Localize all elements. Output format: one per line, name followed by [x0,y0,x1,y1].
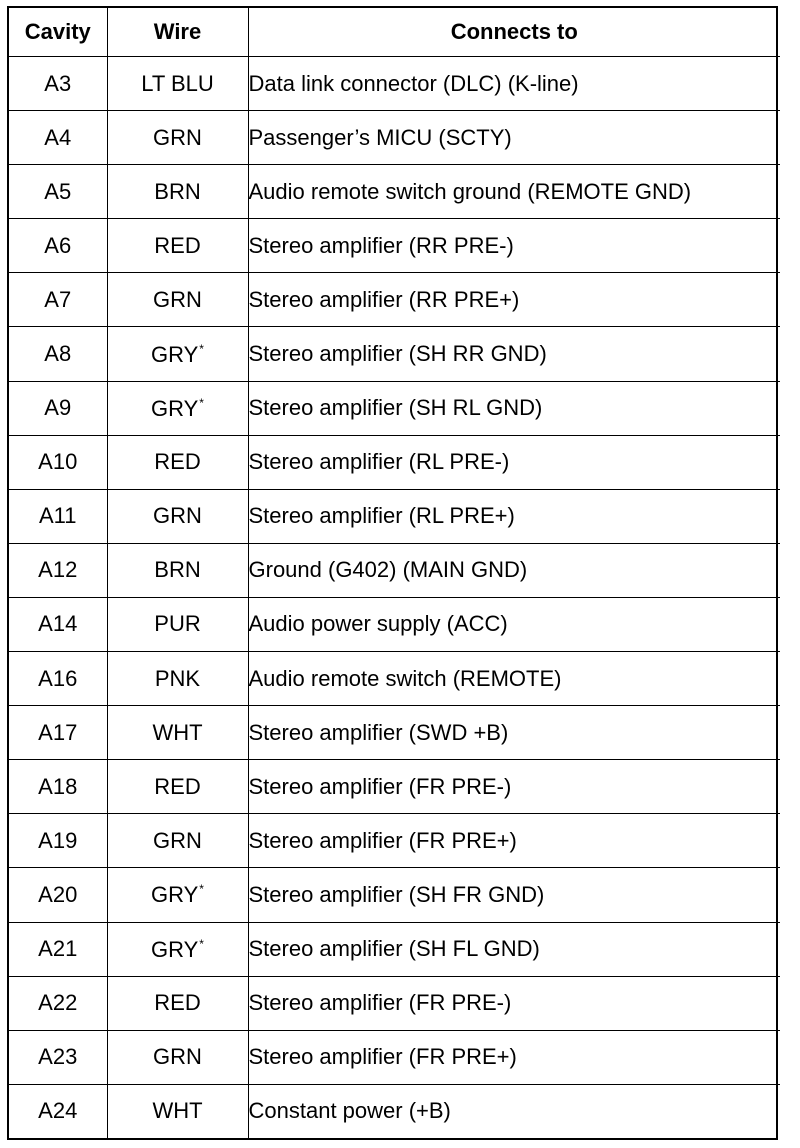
wire-color: RED [154,990,201,1016]
table-row [9,489,780,543]
wire-color: RED [154,449,201,475]
wire-cell [107,976,248,1030]
footnote-mark: * [199,882,204,897]
wire-cell [107,435,248,489]
wire-cell [107,327,248,381]
connects-to-cell: Stereo amplifier (RL PRE-) [248,435,780,489]
connects-to-cell: Stereo amplifier (FR PRE-) [248,976,780,1030]
wire-cell [107,165,248,219]
wire-color: RED [154,773,201,799]
connects-to-cell: Stereo amplifier (SH FL GND) [248,922,780,976]
connector-pinout-sheet [7,6,778,1140]
table-row [9,381,780,435]
wire-color: PUR [154,611,201,637]
table-row [9,111,780,165]
wire-column-header: Wire [107,8,248,57]
table-row [9,597,780,651]
wire-color: PNK [154,665,201,691]
cavity-cell: A17 [9,706,107,760]
connects-to-cell: Stereo amplifier (RR PRE+) [248,273,780,327]
wire-color: BRN [154,557,201,583]
table-row [9,1084,780,1138]
wire-cell [107,57,248,111]
connects-to-cell: Stereo amplifier (SH RL GND) [248,381,780,435]
wire-cell [107,814,248,868]
connects-to-cell: Stereo amplifier (FR PRE+) [248,1030,780,1084]
cavity-cell: A7 [9,273,107,327]
cavity-cell: A4 [9,111,107,165]
table-row [9,219,780,273]
connects-to-cell: Stereo amplifier (SH FR GND) [248,868,780,922]
connects-to-cell: Stereo amplifier (SH RR GND) [248,327,780,381]
cavity-cell: A9 [9,381,107,435]
wire-color: GRN [153,124,202,150]
connects-to-cell: Ground (G402) (MAIN GND) [248,543,780,597]
connects-to-cell: Stereo amplifier (RR PRE-) [248,219,780,273]
wire-cell [107,760,248,814]
cavity-cell: A11 [9,489,107,543]
connects-to-cell: Passenger’s MICU (SCTY) [248,111,780,165]
footnote-mark: * [199,341,204,356]
wire-color: BRN [154,178,201,204]
connects-to-cell: Stereo amplifier (FR PRE+) [248,814,780,868]
table-row [9,57,780,111]
wire-cell [107,652,248,706]
wire-color: GRY [151,936,199,962]
footnote-mark: * [199,395,204,410]
cavity-cell: A20 [9,868,107,922]
cavity-cell: A24 [9,1084,107,1138]
connects-to-cell: Data link connector (DLC) (K-line) [248,57,780,111]
table-row [9,760,780,814]
cavity-cell: A14 [9,597,107,651]
wire-cell [107,868,248,922]
wire-color: RED [154,232,201,258]
table-row [9,814,780,868]
cavity-cell: A6 [9,219,107,273]
connects-to-cell: Stereo amplifier (FR PRE-) [248,760,780,814]
wire-cell [107,381,248,435]
table-row [9,327,780,381]
wire-cell [107,273,248,327]
cavity-cell: A10 [9,435,107,489]
wire-color: WHT [152,1098,203,1124]
connects-to-cell: Audio power supply (ACC) [248,597,780,651]
cavity-cell: A19 [9,814,107,868]
cavity-column-header: Cavity [9,8,107,57]
connects-to-cell: Audio remote switch ground (REMOTE GND) [248,165,780,219]
connects-to-cell: Stereo amplifier (SWD +B) [248,706,780,760]
table-row [9,543,780,597]
header-row [9,8,780,57]
cavity-cell: A22 [9,976,107,1030]
wire-color: GRN [153,286,202,312]
wire-color: GRN [153,1044,202,1070]
wire-cell [107,1084,248,1138]
wire-color: GRN [153,503,202,529]
wire-color: WHT [152,719,203,745]
connector-pinout-table [9,8,780,1138]
cavity-cell: A5 [9,165,107,219]
wire-cell [107,489,248,543]
table-row [9,1030,780,1084]
cavity-cell: A8 [9,327,107,381]
connects-to-cell: Constant power (+B) [248,1084,780,1138]
connects-to-cell: Stereo amplifier (RL PRE+) [248,489,780,543]
wire-cell [107,597,248,651]
connects-to-cell: Audio remote switch (REMOTE) [248,652,780,706]
cavity-cell: A12 [9,543,107,597]
wire-cell [107,1030,248,1084]
table-row [9,165,780,219]
table-row [9,273,780,327]
footnote-mark: * [199,936,204,951]
table-row [9,706,780,760]
cavity-cell: A16 [9,652,107,706]
wire-cell [107,922,248,976]
wire-color: GRY [151,395,199,421]
wire-color: GRY [151,882,199,908]
cavity-cell: A21 [9,922,107,976]
cavity-cell: A18 [9,760,107,814]
cavity-cell: A23 [9,1030,107,1084]
table-row [9,652,780,706]
wire-cell [107,706,248,760]
wire-color: GRY [151,341,199,367]
wire-cell [107,543,248,597]
table-row [9,435,780,489]
cavity-cell: A3 [9,57,107,111]
connects-to-column-header: Connects to [248,8,780,57]
wire-cell [107,219,248,273]
table-row [9,976,780,1030]
wire-cell [107,111,248,165]
wire-color: GRN [153,827,202,853]
wire-color: LT BLU [141,70,214,96]
table-row [9,922,780,976]
table-row [9,868,780,922]
